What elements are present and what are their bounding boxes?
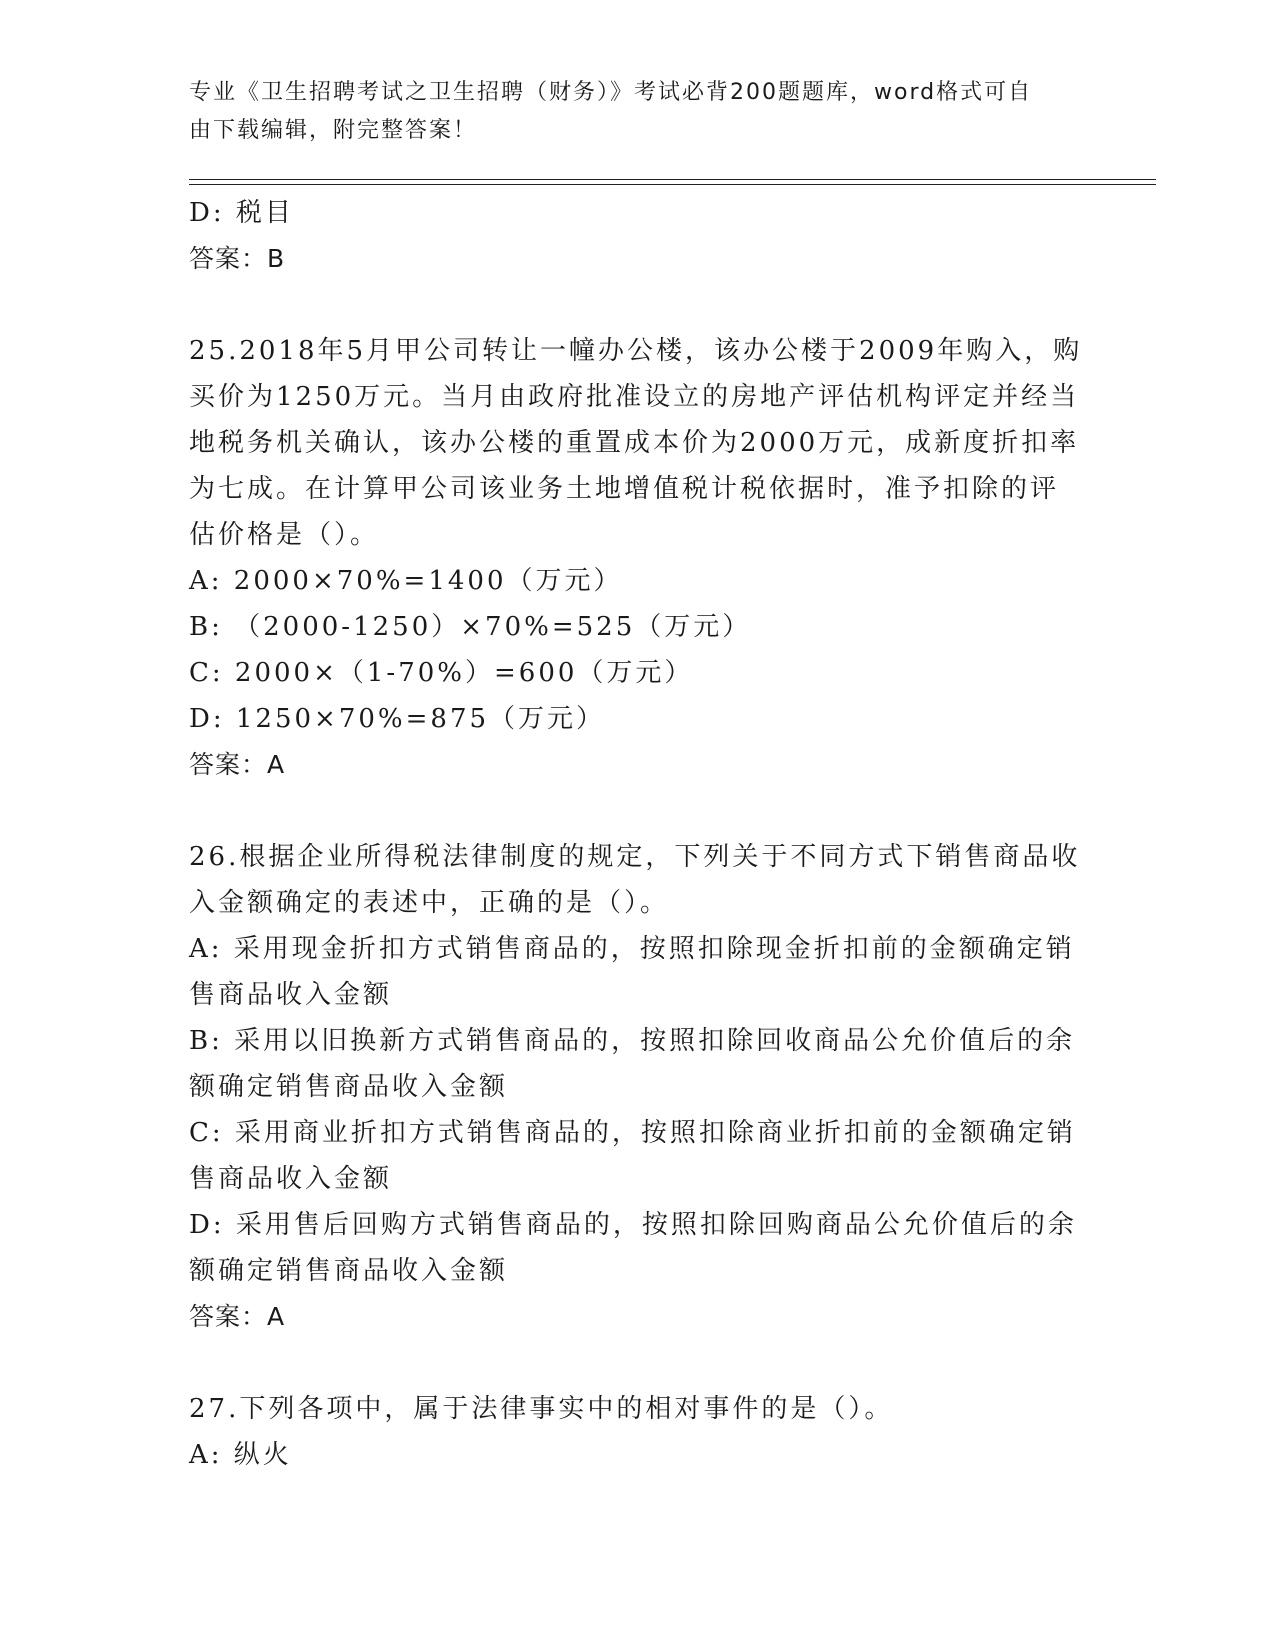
header-divider-top — [189, 179, 1156, 180]
document-header — [189, 74, 1069, 150]
text-line: 27.下列各项中，属于法律事实中的相对事件的是（）。 — [189, 1394, 894, 1424]
text-line: 26.根据企业所得税法律制度的规定，下列关于不同方式下销售商品收 — [189, 842, 1081, 872]
header-line-2: 由下载编辑，附完整答案！ — [189, 118, 478, 143]
text-line: 25.2018年5月甲公司转让一幢办公楼，该办公楼于2009年购入，购 — [189, 336, 1083, 366]
text-line: D: 税目 — [189, 198, 294, 228]
text-line: 买价为1250万元。当月由政府批准设立的房地产评估机构评定并经当 — [189, 382, 1080, 412]
text-line: 额确定销售商品收入金额 — [189, 1072, 509, 1102]
header-line-1: 专业《卫生招聘考试之卫生招聘（财务）》考试必背200题题库，word格式可自 — [189, 80, 1033, 105]
text-line: B: （2000-1250）×70%=525（万元） — [189, 612, 752, 642]
answer-line: 答案：A — [189, 750, 286, 779]
text-line: D: 采用售后回购方式销售商品的，按照扣除回购商品公允价值后的余 — [189, 1210, 1077, 1240]
text-line: A: 纵火 — [189, 1440, 292, 1470]
text-line: 入金额确定的表述中，正确的是（）。 — [189, 888, 670, 918]
paragraph-gap — [189, 1340, 1089, 1386]
text-line: B: 采用以旧换新方式销售商品的，按照扣除回收商品公允价值后的余 — [189, 1026, 1076, 1056]
header-divider-bottom — [189, 184, 1156, 185]
paragraph-gap — [189, 282, 1089, 328]
answer-line: 答案：A — [189, 1302, 286, 1331]
text-line: A: 采用现金折扣方式销售商品的，按照扣除现金折扣前的金额确定销 — [189, 934, 1075, 964]
text-line: 售商品收入金额 — [189, 980, 393, 1010]
text-line: 地税务机关确认，该办公楼的重置成本价为2000万元，成新度折扣率 — [189, 428, 1080, 458]
text-line: A: 2000×70%=1400（万元） — [189, 566, 623, 596]
answer-line: 答案：B — [189, 244, 286, 273]
document-body — [189, 190, 1089, 1478]
text-line: D: 1250×70%=875（万元） — [189, 704, 606, 734]
text-line: 估价格是（）。 — [189, 520, 380, 550]
text-line: 为七成。在计算甲公司该业务土地增值税计税依据时，准予扣除的评 — [189, 474, 1060, 504]
text-line: 额确定销售商品收入金额 — [189, 1256, 509, 1286]
text-line: C: 2000×（1-70%）=600（万元） — [189, 658, 694, 688]
text-line: 售商品收入金额 — [189, 1164, 393, 1194]
paragraph-gap — [189, 788, 1089, 834]
text-line: C: 采用商业折扣方式销售商品的，按照扣除商业折扣前的金额确定销 — [189, 1118, 1076, 1148]
